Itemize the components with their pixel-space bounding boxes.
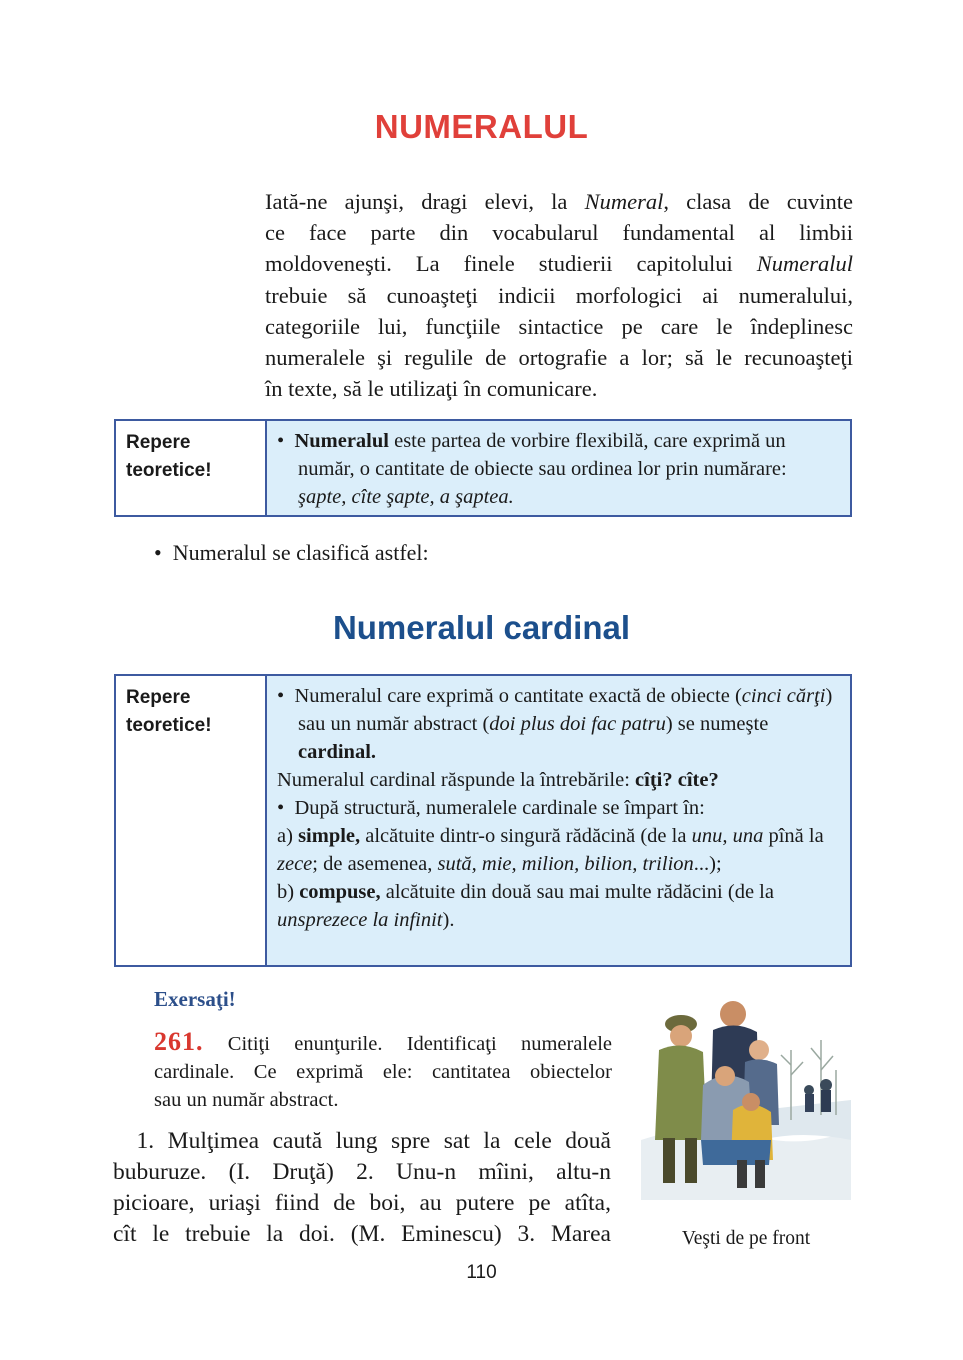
bullet-icon: • xyxy=(154,540,173,565)
paragraph xyxy=(277,766,840,794)
intro-line xyxy=(265,248,853,279)
bullet-paragraph xyxy=(277,794,840,822)
text-run: este partea de vorbire flexibilă, care exprimă un număr, o cantitate de obiecte sau ordinea lor prin numărare: xyxy=(298,430,787,480)
exercise-heading: Exersaţi! xyxy=(154,987,236,1011)
italic-example: doi plus doi fac patru xyxy=(489,713,666,735)
italic-example: zece xyxy=(277,853,313,875)
illustration xyxy=(641,990,851,1200)
text-run: Iată-ne ajunşi, dragi elevi, la xyxy=(265,189,585,214)
italic-example: şapte, cîte şapte, a şaptea. xyxy=(298,486,514,508)
text-run: ) sau un număr abstract ( xyxy=(298,685,833,735)
task-line xyxy=(154,1086,612,1114)
task-text: sau un număr abstract. xyxy=(154,1089,339,1111)
text-run: ce face parte din vocabularul fundamental al limbii xyxy=(265,220,853,246)
bold-term: cîţi? cîte? xyxy=(635,769,719,791)
text-run: alcătuite dintr-o singură rădăcină (de la xyxy=(360,825,692,847)
intro-line xyxy=(265,217,853,248)
intro-line xyxy=(265,373,853,404)
text-run: categoriile lui, funcţiile sintactice pe care le îndeplinesc xyxy=(265,313,853,339)
text-run: , clasa de cuvinte xyxy=(663,189,853,214)
italic-example: cinci cărţi xyxy=(741,685,826,707)
text-run: în texte, să le utilizaţi în comunicare. xyxy=(265,376,598,402)
exercise-number: 261. xyxy=(154,1027,204,1056)
theory-box-definition xyxy=(114,419,852,517)
text-run: alcătuite din două sau mai multe rădăcini (de la xyxy=(380,881,774,903)
exercise-line: buburuze. (I. Druţă) 2. Unu-n mîini, altu-n xyxy=(113,1159,611,1185)
bullet-paragraph xyxy=(277,427,840,511)
bold-term: compuse, xyxy=(299,881,381,903)
paragraph xyxy=(277,822,840,878)
classification-note: • Numeralul se clasifică astfel: xyxy=(154,540,429,565)
task-text: cardinale. Ce exprimă ele: cantitatea obiectelor xyxy=(154,1061,612,1083)
text-run: numeralele şi regulile de ortografie a lor; să le recunoaşteţi xyxy=(265,345,853,371)
bullet-paragraph xyxy=(277,682,840,766)
text-run: Numeralul care exprimă o cantitate exactă de obiecte ( xyxy=(294,685,742,707)
task-text: Citiţi enunţurile. Identificaţi numeralele xyxy=(227,1033,612,1055)
illustration-caption: Veşti de pe front xyxy=(681,1228,811,1249)
bold-term: simple, xyxy=(298,825,361,847)
theory-box-label: Repere teoretice! xyxy=(116,676,267,965)
italic-example: unsprezece la infinit xyxy=(277,909,443,931)
intro-line xyxy=(265,311,853,342)
text-run: După structură, numeralele cardinale se împart în: xyxy=(294,797,705,819)
exercise-line: 1. Mulţimea caută lung spre sat la cele două xyxy=(113,1128,611,1154)
theory-box-content xyxy=(267,421,850,515)
task-line xyxy=(154,1028,612,1058)
text-run: ; de asemenea, xyxy=(312,853,438,875)
exercise-text xyxy=(113,1126,611,1250)
page-title: NUMERALUL xyxy=(374,108,589,145)
text-run: Numeralul cardinal răspunde la întrebările: xyxy=(277,769,636,791)
text-run: trebuie să cunoaşteţi indicii morfologici ai numeralului, xyxy=(265,282,853,308)
theory-box-content xyxy=(267,676,850,965)
paragraph xyxy=(277,878,840,934)
bold-term: cardinal. xyxy=(298,741,377,763)
people-in-snow-illustration xyxy=(641,990,851,1200)
section-title: Numeralul cardinal xyxy=(332,609,631,646)
bullet-icon: • xyxy=(277,430,295,452)
bold-term: Numeralul xyxy=(294,430,389,452)
exercise-task xyxy=(154,1028,612,1114)
text-run: a) xyxy=(277,825,299,847)
italic-example: Numeralul xyxy=(756,251,853,277)
bullet-icon: • xyxy=(277,797,295,819)
text-run: pînă la xyxy=(763,825,824,847)
text-run: moldoveneşti. La finele studierii capitolului xyxy=(265,251,757,277)
theory-box-cardinal xyxy=(114,674,852,967)
page-number: 110 xyxy=(466,1262,497,1283)
italic-example: sută, mie, milion, bilion, trilion xyxy=(437,853,694,875)
text-run: ) se numeşte xyxy=(665,713,769,735)
theory-box-label: Repere teoretice! xyxy=(116,421,267,515)
intro-paragraph xyxy=(265,186,853,404)
task-line xyxy=(154,1058,612,1086)
bullet-icon: • xyxy=(277,685,295,707)
text-run: ...); xyxy=(693,853,722,875)
italic-example: unu, una xyxy=(691,825,764,847)
italic-example: Numeral xyxy=(584,189,664,214)
text-run: b) xyxy=(277,881,300,903)
intro-line xyxy=(265,280,853,311)
intro-line xyxy=(265,342,853,373)
exercise-line: cît le trebuie la doi. (M. Eminescu) 3. Marea xyxy=(113,1221,611,1247)
intro-line xyxy=(265,186,853,217)
text-run: ). xyxy=(442,909,455,931)
exercise-line: picioare, uriaşi fiind de boi, au putere pe atîta, xyxy=(113,1190,611,1216)
